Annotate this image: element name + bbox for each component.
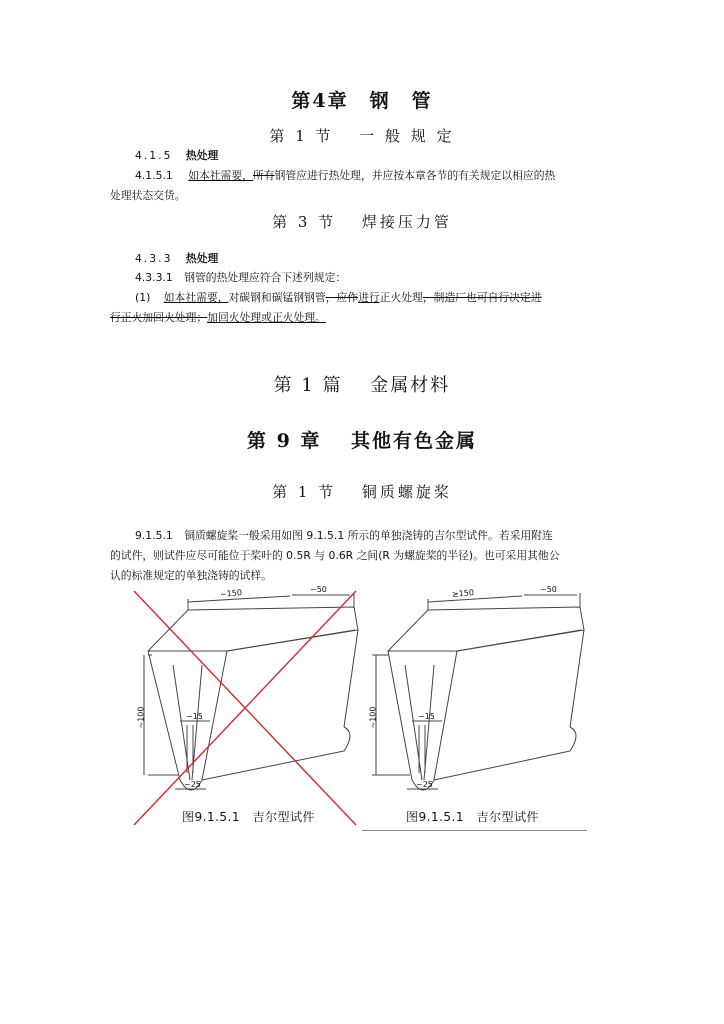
- inserted-text: 如本社需要，: [188, 169, 253, 182]
- clause-title: 热处理: [185, 149, 219, 162]
- deleted-text: 所有: [253, 169, 275, 182]
- dim-height: ~100: [368, 706, 378, 729]
- deleted-text: 行正火加回火处理；: [110, 311, 208, 324]
- chapter-9-title: 第 9 章 其他有色金属: [246, 430, 478, 452]
- paragraph-9-1-5-1-line2: 的试件，则试件应尽可能位于桨叶的 0.5R 与 0.6R 之间(R 为螺旋桨的半径)。也可采用其他公: [110, 549, 560, 562]
- list-item-1-line2: [110, 308, 326, 328]
- inserted-text: 加回火处理或正火处理。: [207, 311, 326, 324]
- inserted-text: 进行: [358, 291, 380, 304]
- item-marker: (1): [135, 291, 151, 304]
- section-1-title: 第 1 节 一 般 规 定: [269, 127, 455, 145]
- figure-keel-block-old: [130, 585, 360, 830]
- dim-length: ≥150: [451, 588, 475, 599]
- section-3-title: 第 3 节 焊接压力管: [272, 213, 452, 231]
- keel-block-drawing: [130, 585, 360, 830]
- keel-block-drawing: [362, 585, 587, 830]
- item-text: 对碳钢和碳锰钢钢管: [228, 291, 326, 304]
- part-1-title: 第 1 篇 金属材料: [273, 375, 451, 396]
- paragraph-4-1-5-1-line2: 处理状态交货。: [110, 189, 186, 202]
- inserted-text: 如本社需要，: [163, 291, 229, 304]
- figure-keel-block-new: [362, 585, 587, 831]
- paragraph-9-1-5-1-line3: 认的标准规定的单独浇铸的试样。: [110, 569, 272, 582]
- paragraph-text: 钢管的热处理应符合下述列规定：: [184, 271, 347, 284]
- dim-top: ~15: [418, 712, 435, 721]
- deleted-text: ，应作: [325, 291, 359, 304]
- dim-top: ~15: [186, 712, 203, 721]
- deleted-text: ，制造厂也可自行决定进: [422, 291, 542, 304]
- dim-height: ~100: [136, 706, 146, 729]
- paragraph-text: 铜质螺旋桨一般采用如图 9.1.5.1 所示的单独浇铸的吉尔型试件。若采用附连: [184, 529, 553, 542]
- clause-4-3-3: [135, 249, 218, 269]
- dim-width: ~50: [540, 585, 557, 594]
- list-item-1: [135, 288, 542, 308]
- paragraph-number: 4.3.3.1: [135, 271, 173, 284]
- clause-4-1-5: [135, 146, 218, 166]
- paragraph-text: 钢管应进行热处理，并应按本章各节的有关规定以相应的热: [274, 169, 556, 182]
- paragraph-4-3-3-1: [135, 268, 346, 288]
- dim-length: ~150: [219, 588, 243, 599]
- item-text: 正火处理: [379, 291, 423, 304]
- paragraph-number: 4.1.5.1: [135, 169, 173, 182]
- dim-bottom: ~25: [416, 780, 433, 789]
- clause-number: 4.1.5: [135, 149, 173, 162]
- dim-width: ~50: [310, 585, 327, 594]
- paragraph-number: 9.1.5.1: [135, 529, 173, 542]
- paragraph-9-1-5-1: [135, 526, 553, 546]
- section-1-copper-propellers: 第 1 节 铜质螺旋桨: [272, 483, 452, 501]
- figure-caption: 图9.1.5.1 吉尔型试件: [182, 810, 315, 824]
- paragraph-4-1-5-1: [135, 166, 555, 186]
- chapter-4-title: 第4章 钢 管: [291, 90, 433, 112]
- clause-title: 热处理: [185, 252, 219, 265]
- clause-number: 4.3.3: [135, 252, 173, 265]
- dim-bottom: ~25: [184, 780, 201, 789]
- figure-caption: 图9.1.5.1 吉尔型试件: [406, 810, 539, 824]
